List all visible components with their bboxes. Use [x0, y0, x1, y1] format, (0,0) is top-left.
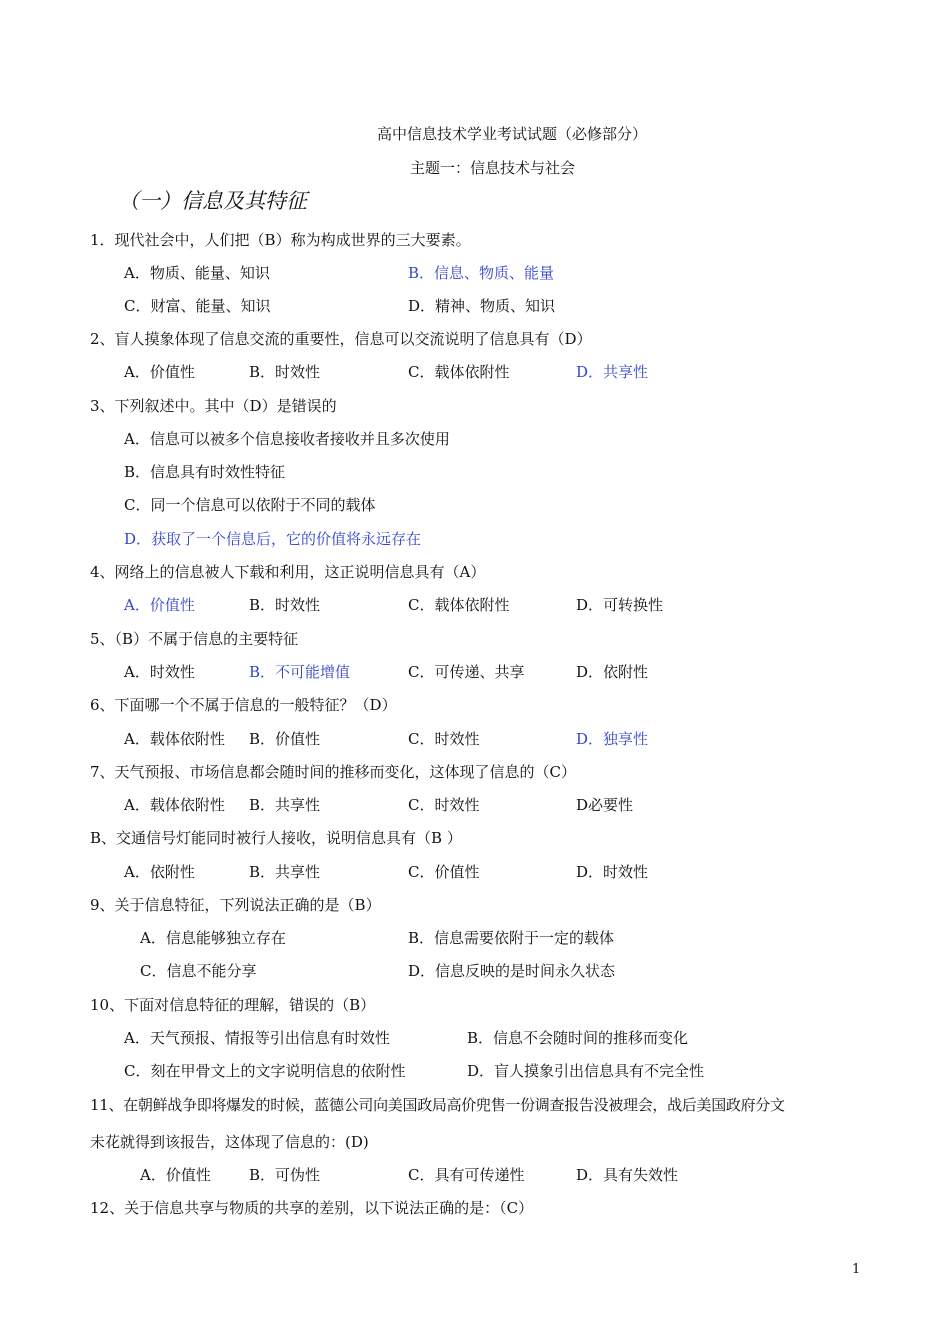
- question-10-option-d: D．盲人摸象引出信息具有不完全性: [467, 1062, 705, 1080]
- question-11-option-d: D．具有失效性: [576, 1166, 679, 1184]
- question-8-stem: B、交通信号灯能同时被行人接收，说明信息具有（B ）: [90, 829, 462, 847]
- question-4-option-d: D．可转换性: [576, 596, 664, 614]
- question-10-option-b: B．信息不会随时间的推移而变化: [467, 1029, 689, 1047]
- question-8-option-a: A．依附性: [124, 863, 195, 881]
- question-8-option-d: D．时效性: [576, 863, 649, 881]
- question-8-option-c: C．价值性: [408, 863, 480, 881]
- question-4-option-a-answer: A．价值性: [124, 596, 195, 614]
- question-7-option-c: C．时效性: [408, 796, 480, 814]
- question-2-option-b: B．时效性: [249, 363, 321, 381]
- question-12-stem: 12、关于信息共享与物质的共享的差别，以下说法正确的是：（C）: [90, 1199, 534, 1217]
- question-3-option-c: C．同一个信息可以依附于不同的载体: [124, 496, 376, 514]
- question-6-option-d-answer: D．独享性: [576, 730, 649, 748]
- question-2-option-a: A．价值性: [124, 363, 195, 381]
- question-3-option-b: B．信息具有时效性特征: [124, 463, 286, 481]
- question-6-stem: 6、下面哪一个不属于信息的一般特征？（D）: [90, 696, 397, 714]
- document-subtitle: 主题一：信息技术与社会: [410, 159, 576, 177]
- question-11-option-b: B．可伪性: [249, 1166, 321, 1184]
- question-9-stem: 9、关于信息特征，下列说法正确的是（B）: [90, 896, 381, 914]
- question-3-option-a: A．信息可以被多个信息接收者接收并且多次使用: [124, 430, 450, 448]
- question-5-option-c: C．可传递、共享: [408, 663, 525, 681]
- question-2-option-c: C．载体依附性: [408, 363, 510, 381]
- question-6-option-a: A．载体依附性: [124, 730, 225, 748]
- question-9-option-c: C．信息不能分享: [140, 962, 257, 980]
- question-9-option-a: A．信息能够独立存在: [140, 929, 286, 947]
- question-6-option-b: B．价值性: [249, 730, 321, 748]
- question-7-option-a: A．载体依附性: [124, 796, 225, 814]
- question-5-option-d: D．依附性: [576, 663, 649, 681]
- question-2-stem: 2、盲人摸象体现了信息交流的重要性，信息可以交流说明了信息具有（D）: [90, 330, 592, 348]
- question-1-option-c: C．财富、能量、知识: [124, 297, 271, 315]
- question-4-option-c: C．载体依附性: [408, 596, 510, 614]
- question-3-option-d-answer: D．获取了一个信息后，它的价值将永远存在: [124, 530, 422, 548]
- question-4-option-b: B．时效性: [249, 596, 321, 614]
- question-7-option-d: D必要性: [576, 796, 634, 814]
- question-9-option-d: D．信息反映的是时间永久状态: [408, 962, 616, 980]
- question-1-option-d: D．精神、物质、知识: [408, 297, 556, 315]
- question-1-option-a: A．物质、能量、知识: [124, 264, 270, 282]
- question-7-option-b: B．共享性: [249, 796, 321, 814]
- question-10-option-c: C．刻在甲骨文上的文字说明信息的依附性: [124, 1062, 406, 1080]
- page-number: 1: [852, 1262, 861, 1277]
- section-heading: （一）信息及其特征: [118, 189, 307, 213]
- question-1-option-b-answer: B．信息、物质、能量: [408, 264, 555, 282]
- question-5-option-a: A．时效性: [124, 663, 195, 681]
- question-7-stem: 7、天气预报、市场信息都会随时间的推移而变化，这体现了信息的（C）: [90, 763, 577, 781]
- question-10-option-a: A．天气预报、情报等引出信息有时效性: [124, 1029, 390, 1047]
- question-5-stem: 5、（B）不属于信息的主要特征: [90, 630, 299, 648]
- question-11-option-c: C．具有可传递性: [408, 1166, 525, 1184]
- question-8-option-b: B．共享性: [249, 863, 321, 881]
- question-3-stem: 3、下列叙述中。其中（D）是错误的: [90, 397, 337, 415]
- question-11-stem-line-1: 11、在朝鲜战争即将爆发的时候，蓝德公司向美国政局高价兜售一份调查报告没被理会，战后美国政府分文: [90, 1096, 785, 1114]
- document-title: 高中信息技术学业考试试题（必修部分）: [377, 125, 648, 143]
- question-1-stem: 1．现代社会中，人们把（B）称为构成世界的三大要素。: [90, 231, 471, 249]
- question-11-stem-line-2: 未花就得到该报告，这体现了信息的：(D): [90, 1133, 369, 1151]
- question-9-option-b: B．信息需要依附于一定的载体: [408, 929, 615, 947]
- question-5-option-b-answer: B．不可能增值: [249, 663, 351, 681]
- question-2-option-d-answer: D．共享性: [576, 363, 649, 381]
- question-10-stem: 10、下面对信息特征的理解，错误的（B）: [90, 996, 376, 1014]
- question-6-option-c: C．时效性: [408, 730, 480, 748]
- question-4-stem: 4、网络上的信息被人下载和利用，这正说明信息具有（A）: [90, 563, 486, 581]
- question-11-option-a: A．价值性: [140, 1166, 211, 1184]
